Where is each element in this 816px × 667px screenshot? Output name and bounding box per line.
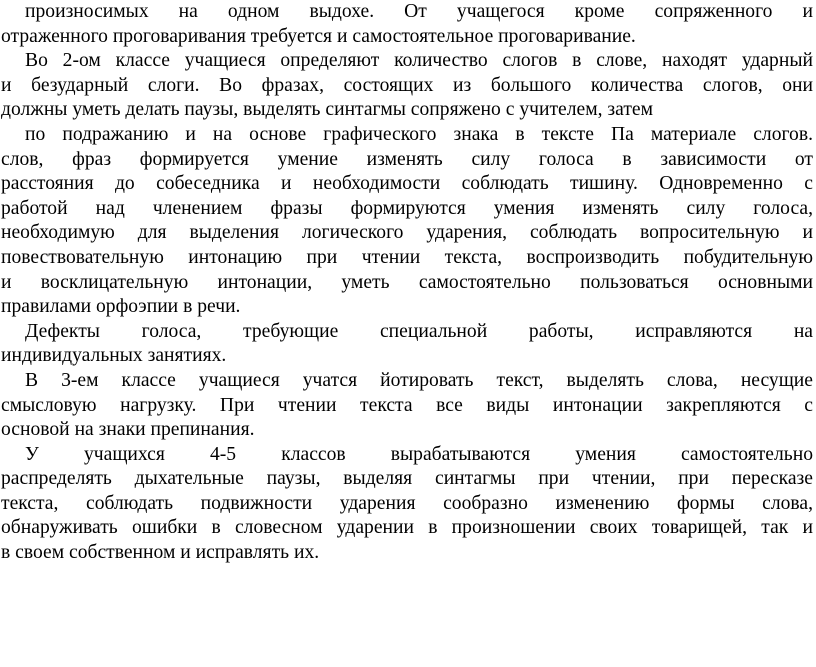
text-line: произносимых на одном выдохе. От учащегося кроме сопряженного и [25, 1, 813, 22]
text-line: по подражанию и на основе графического знака в тексте Па материале слогов. [25, 123, 813, 145]
paragraph [1, 443, 813, 566]
text-line: отраженного проговаривания требуется и самостоятельное проговаривание. [1, 25, 636, 47]
text-line: В 3-ем классе учащиеся учатся йотировать текст, выделять слова, несущие [25, 369, 813, 391]
paragraph [1, 123, 813, 320]
text-line: и восклицательную интонации, уметь самостоятельно пользоваться основными [1, 271, 813, 293]
paragraph [1, 0, 813, 49]
text-line: У учащихся 4-5 классов вырабатываются умения самостоятельно [25, 443, 813, 465]
text-line: необходимую для выделения логического ударения, соблюдать вопросительную и [1, 222, 813, 244]
text-line: распределять дыхательные паузы, выделяя синтагмы при чтении, при пересказе [1, 468, 813, 490]
text-line: работой над членением фразы формируются умения изменять силу голоса, [1, 197, 813, 219]
text-line: смысловую нагрузку. При чтении текста все виды интонации закрепляются с [1, 394, 813, 416]
text-line: текста, соблюдать подвижности ударения сообразно изменению формы слова, [1, 492, 813, 514]
text-line: обнаруживать ошибки в словесном ударении в произношении своих товарищей, так и [1, 517, 813, 539]
text-line: Дефекты голоса, требующие специальной работы, исправляются на [25, 320, 813, 342]
text-line: индивидуальных занятиях. [1, 345, 227, 367]
text-line: основой на знаки препинания. [1, 419, 255, 441]
text-line: повествовательную интонацию при чтении текста, воспроизводить побудительную [1, 246, 813, 268]
paragraph [1, 369, 813, 443]
text-line: правилами орфоэпии в речи. [1, 296, 241, 318]
text-line: слов, фраз формируется умение изменять силу голоса в зависимости от [1, 148, 813, 170]
paragraph [1, 49, 813, 123]
text-line: и безударный слоги. Во фразах, состоящих из большого количества слогов, они [1, 74, 813, 96]
text-line: Во 2-ом классе учащиеся определяют количество слогов в слове, находят ударный [25, 50, 813, 72]
text-line: в своем собственном и исправлять их. [1, 542, 320, 564]
text-line: расстояния до собеседника и необходимости соблюдать тишину. Одновременно с [1, 173, 813, 195]
text-line: должны уметь делать паузы, выделять синтагмы сопряжено с учителем, затем [1, 99, 653, 121]
paragraph [1, 320, 813, 369]
